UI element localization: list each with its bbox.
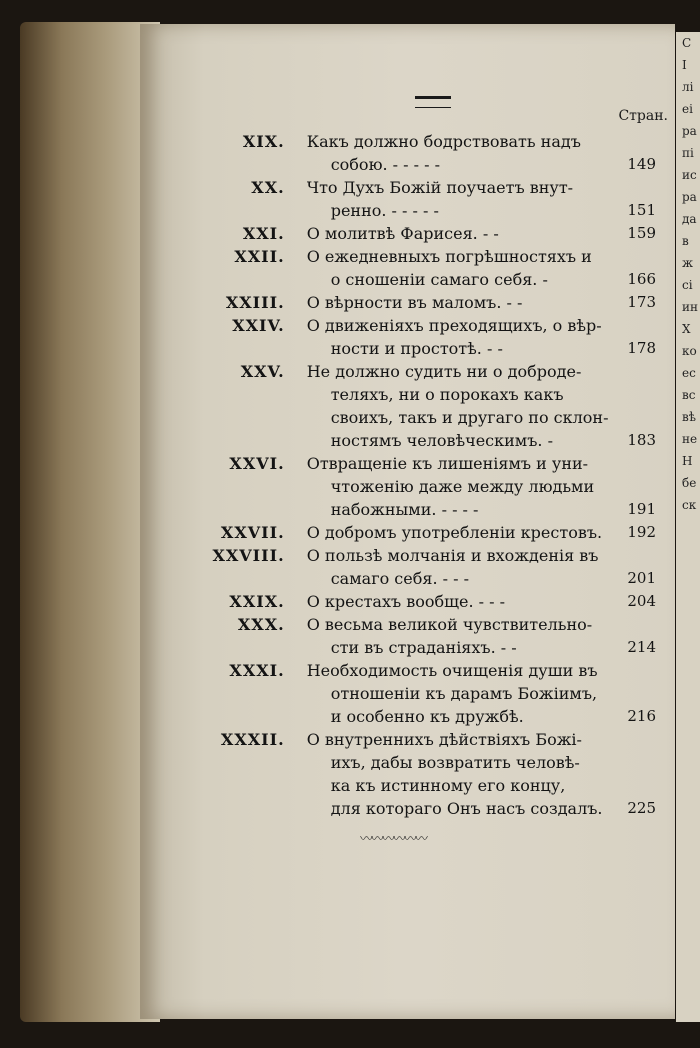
- chapter-title-line: теляхъ, ни о порокахъ какъ: [330, 385, 564, 404]
- chapter-title-line: своихъ, такъ и другаго по склон-: [330, 408, 609, 427]
- chapter-title: [307, 314, 610, 360]
- page-number: 151: [627, 201, 656, 219]
- chapter-title-line: Необходимость очищенія души въ: [306, 661, 598, 680]
- adjacent-page-fragment: [676, 32, 700, 1022]
- adjacent-page-letters: ис: [682, 168, 697, 182]
- chapter-title-line: О внутреннихъ дѣйствіяхъ Божі-: [306, 730, 582, 749]
- adjacent-page-letters: C: [682, 36, 692, 50]
- adjacent-page-letters: Х: [682, 322, 691, 336]
- chapter-title-line: для котораго Онъ насъ создалъ.: [330, 799, 603, 818]
- chapter-title: [307, 544, 610, 590]
- toc-entry: [148, 521, 668, 544]
- chapter-title-line: ихъ, дабы возвратить человѣ-: [330, 753, 580, 772]
- bottom-ornament: 〰〰〰〰〰〰: [360, 832, 427, 847]
- chapter-title-line: сти въ страданіяхъ. - -: [330, 638, 517, 657]
- adjacent-page-letters: пі: [682, 146, 694, 160]
- chapter-number: XXIV.: [232, 316, 285, 335]
- chapter-title-line: О молитвѣ Фарисея. - -: [306, 224, 499, 243]
- chapter-title: [307, 130, 610, 176]
- adjacent-page-letters: Н: [682, 454, 693, 468]
- chapter-title: [307, 360, 610, 452]
- adjacent-page-letters: ес: [682, 366, 696, 380]
- toc-entry: [148, 613, 668, 659]
- chapter-title-line: самаго себя. - - -: [330, 569, 470, 588]
- page-number: 149: [627, 155, 656, 173]
- chapter-title-line: О весьма великой чувствительно-: [306, 615, 593, 634]
- chapter-title-line: набожными. - - - -: [330, 500, 479, 519]
- chapter-title: [307, 222, 610, 245]
- chapter-title-line: чтоженію даже между людьми: [330, 477, 595, 496]
- page-number: 214: [627, 638, 656, 656]
- chapter-title-line: Отвращеніе къ лишеніямъ и уни-: [306, 454, 589, 473]
- adjacent-page-letters: бе: [682, 476, 697, 490]
- chapter-title: [307, 176, 610, 222]
- page-number: 166: [627, 270, 656, 288]
- chapter-number: XXX.: [237, 615, 285, 634]
- chapter-title-line: собою. - - - - -: [330, 155, 441, 174]
- toc-entry: [148, 291, 668, 314]
- chapter-number: XXVIII.: [212, 546, 285, 565]
- adjacent-page-letters: ра: [682, 124, 697, 138]
- page-number: 159: [627, 224, 656, 242]
- adjacent-page-letters: в: [682, 234, 689, 248]
- toc-entry: [148, 360, 668, 452]
- toc-entry: [148, 314, 668, 360]
- chapter-number: XXVII.: [220, 523, 285, 542]
- toc-entry: [148, 130, 668, 176]
- chapter-title-line: ка къ истинному его концу,: [330, 776, 566, 795]
- page-number: 216: [627, 707, 656, 725]
- toc-entry: [148, 544, 668, 590]
- page-number: 191: [627, 500, 656, 518]
- table-of-contents: [148, 130, 668, 820]
- adjacent-page-letters: ра: [682, 190, 697, 204]
- chapter-number: XXXII.: [220, 730, 285, 749]
- chapter-number: XXXI.: [229, 661, 285, 680]
- chapter-title-line: О крестахъ вообще. - - -: [306, 592, 506, 611]
- toc-entry: [148, 659, 668, 728]
- page-number: 178: [627, 339, 656, 357]
- toc-entry: [148, 176, 668, 222]
- adjacent-page-letters: ж: [682, 256, 694, 270]
- top-ornament: [415, 96, 451, 108]
- chapter-title: [307, 613, 610, 659]
- toc-entry: [148, 222, 668, 245]
- toc-entry: [148, 245, 668, 291]
- page-column-label: Стран.: [618, 108, 668, 124]
- book-fore-edge: [20, 22, 160, 1022]
- adjacent-page-letters: да: [682, 212, 697, 226]
- chapter-title-line: отношеніи къ дарамъ Божіимъ,: [330, 684, 598, 703]
- chapter-title: [307, 452, 610, 521]
- chapter-number: XXIX.: [229, 592, 285, 611]
- chapter-number: XXV.: [240, 362, 285, 381]
- toc-entry: [148, 452, 668, 521]
- chapter-title-line: О вѣрности въ маломъ. - -: [306, 293, 523, 312]
- chapter-title-line: О пользѣ молчанія и вхожденія въ: [306, 546, 599, 565]
- chapter-title-line: О ежедневныхъ погрѣшностяхъ и: [306, 247, 592, 266]
- chapter-title-line: О добромъ употребленіи крестовъ.: [306, 523, 603, 542]
- adjacent-page-letters: I: [682, 58, 687, 72]
- chapter-title-line: ности и простотѣ. - -: [330, 339, 503, 358]
- adjacent-page-letters: ко: [682, 344, 697, 358]
- chapter-number: XXIII.: [225, 293, 285, 312]
- chapter-title-line: ностямъ человѣческимъ. -: [330, 431, 553, 450]
- chapter-title-line: Что Духъ Божій поучаетъ внут-: [306, 178, 574, 197]
- adjacent-page-letters: ин: [682, 300, 698, 314]
- chapter-number: XX.: [251, 178, 285, 197]
- chapter-number: XXII.: [234, 247, 285, 266]
- page-number: 183: [627, 431, 656, 449]
- chapter-title-line: и особенно къ дружбѣ.: [330, 707, 524, 726]
- page-number: 173: [627, 293, 656, 311]
- adjacent-page-letters: вс: [682, 388, 696, 402]
- chapter-title: [307, 245, 610, 291]
- chapter-title-line: Какъ должно бодрствовать надъ: [306, 132, 581, 151]
- chapter-title: [307, 659, 610, 728]
- adjacent-page-letters: не: [682, 432, 698, 446]
- page-number: 225: [627, 799, 656, 817]
- page-number: 192: [627, 523, 656, 541]
- chapter-title-line: ренно. - - - - -: [330, 201, 439, 220]
- chapter-title: [307, 590, 610, 613]
- page-number: 204: [627, 592, 656, 610]
- toc-entry: [148, 590, 668, 613]
- chapter-number: XIX.: [242, 132, 285, 151]
- chapter-number: XXI.: [242, 224, 285, 243]
- chapter-title-line: Не должно судить ни о доброде-: [306, 362, 582, 381]
- adjacent-page-letters: сі: [682, 278, 693, 292]
- adjacent-page-letters: лі: [682, 80, 694, 94]
- adjacent-page-letters: ei: [682, 102, 693, 116]
- adjacent-page-letters: вѣ: [682, 410, 696, 424]
- chapter-title: [307, 728, 610, 820]
- chapter-title: [307, 521, 610, 544]
- chapter-title: [307, 291, 610, 314]
- chapter-number: XXVI.: [229, 454, 285, 473]
- chapter-title-line: о сношеніи самаго себя. -: [330, 270, 548, 289]
- chapter-title-line: О движеніяхъ преходящихъ, о вѣр-: [306, 316, 602, 335]
- toc-entry: [148, 728, 668, 820]
- adjacent-page-letters: ск: [682, 498, 697, 512]
- page-number: 201: [627, 569, 656, 587]
